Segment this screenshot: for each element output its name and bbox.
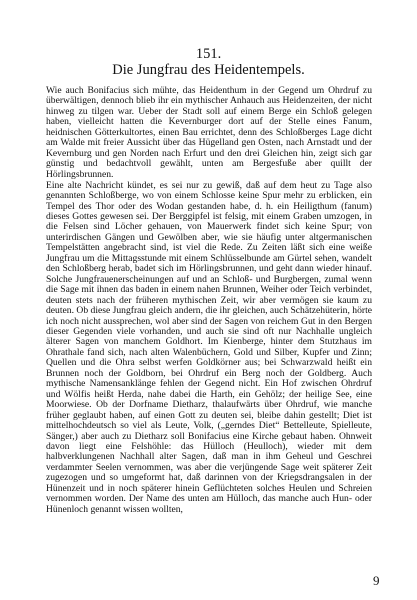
story-number: 151. xyxy=(195,46,222,62)
story-title: Die Jungfrau des Heidentempels. xyxy=(112,62,305,78)
story-body xyxy=(46,86,372,515)
page-number: 9 xyxy=(373,573,380,588)
paragraph: Wie auch Bonifacius sich mühte, das Heidenthum in der Gegend um Ohrdruf zu überwältigen, dennoch blieb ihr ein mythischer Anhauch aus Heidenzeiten, der nicht hinweg zu tilgen war. Ueber der Stadt soll auf einem Berge ein Schloß gelegen haben, vielleicht hatten die Kevernburger dort auf der Stelle eines Fanum, heidnischen Götterkultortes, einen Bau errichtet, denn des Schloßberges Lage dicht am Walde mit freier Aussicht über das Hügelland gen Osten, nach Arnstadt und der Kevernburg und gen Norden nach Erfurt und den drei Gleichen hin, zeigt sich gar günstig und bedachtvoll gewählt, unten am Bergesfuße aber quillt der Hörlingsbrunnen. xyxy=(46,85,372,180)
story-heading xyxy=(0,46,417,78)
paragraph: Eine alte Nachricht kündet, es sei nur zu gewiß, daß auf dem heut zu Tage also genannten Schloßberge, wo von einem Schlosse keine Spur mehr zu erblicken, ein Tempel des Thor oder des Wodan gestanden habe, d. h. ein Heiligthum (fanum) dieses Gottes gewesen sei. Der Berggipfel ist felsig, mit einem Graben umzogen, in die Felsen sind Löcher gehauen, von Mauerwerk findet sich keine Spur; von unterirdischen Gängen und Gewölben aber, wie sie häufig unter altgermanischen Tempelstätten angebracht sind, ist viel die Rede. Zu Zeiten läßt sich eine weiße Jungfrau um die Mittagsstunde mit einem Schlüsselbunde am Gürtel sehen, wandelt den Schloßberg herab, badet sich im Hörlingsbrunnen, und geht dann wieder hinauf. Solche Jungfrauenerscheinungen auf und an Schloß- und Burgbergen, zumal wenn die Sage mit ihnen das baden in einem nahen Brunnen, Weiher oder Teich verbindet, deuten stets nach der früheren mythischen Zeit, wir aber vermögen sie kaum zu deuten. Ob diese Jungfrau gleich andern, die ihr gleichen, auch Schätzehüterin, hörte ich noch nicht aussprechen, wol aber sind der Sagen von reichem Gut in den Bergen dieser Gegenden viele vorhanden, und auch sie sind oft nur Nachhalle ungleich älterer Sagen von manchem Goldhort. Im Kienberge, hinter dem Stutzhaus im Ohrathale fand sich, nach alten Walenbüchern, Gold und Silber, Kupfer und Zinn; Quellen und die Ohra selbst werfen Goldkörner aus; bei Schwarzwald heißt ein Brunnen noch der Goldborn, bei Ohrdruf ein Berg noch der Goldberg. Auch mythische Namensanklänge fehlen der Gegend nicht. Ein Hof zwischen Ohrdruf und Wölfis heißt Herda, nahe dabei die Harth, ein Gehölz; der heilige See, eine Moorwiese. Ob der Dorfname Dietharz, thalaufwärts über Ohrdruf, wie manche früher geglaubt haben, auf einen Gott zu deuten sei, bleibe dahin gestellt; Diet ist mittelhochdeutsch so viel als Leute, Volk, („gerndes Diet“ Bettelleute, Spielleute, Sänger,) aber auch zu Dietharz soll Bonifacius eine Kirche gebaut haben. Ohnweit davon liegt eine Felshöhle: das Hülloch (Heulloch), wieder mit dem halbverklungenen Nachhall alter Sagen, daß man in ihm Geheul und Geschrei verdammter Seelen vernommen, was aber die verjüngende Sage weit späterer Zeit zugezogen und so umgeformt hat, daß darinnen von der Kriegsdrangsalen in der Hünenzeit und in noch späterer hinein Geflüchteten solches Heulen und Schreien vernommen worden. Der Name des unten am Hülloch, das manche auch Hun- oder Hünenloch genannt wissen wollten, xyxy=(46,179,372,515)
